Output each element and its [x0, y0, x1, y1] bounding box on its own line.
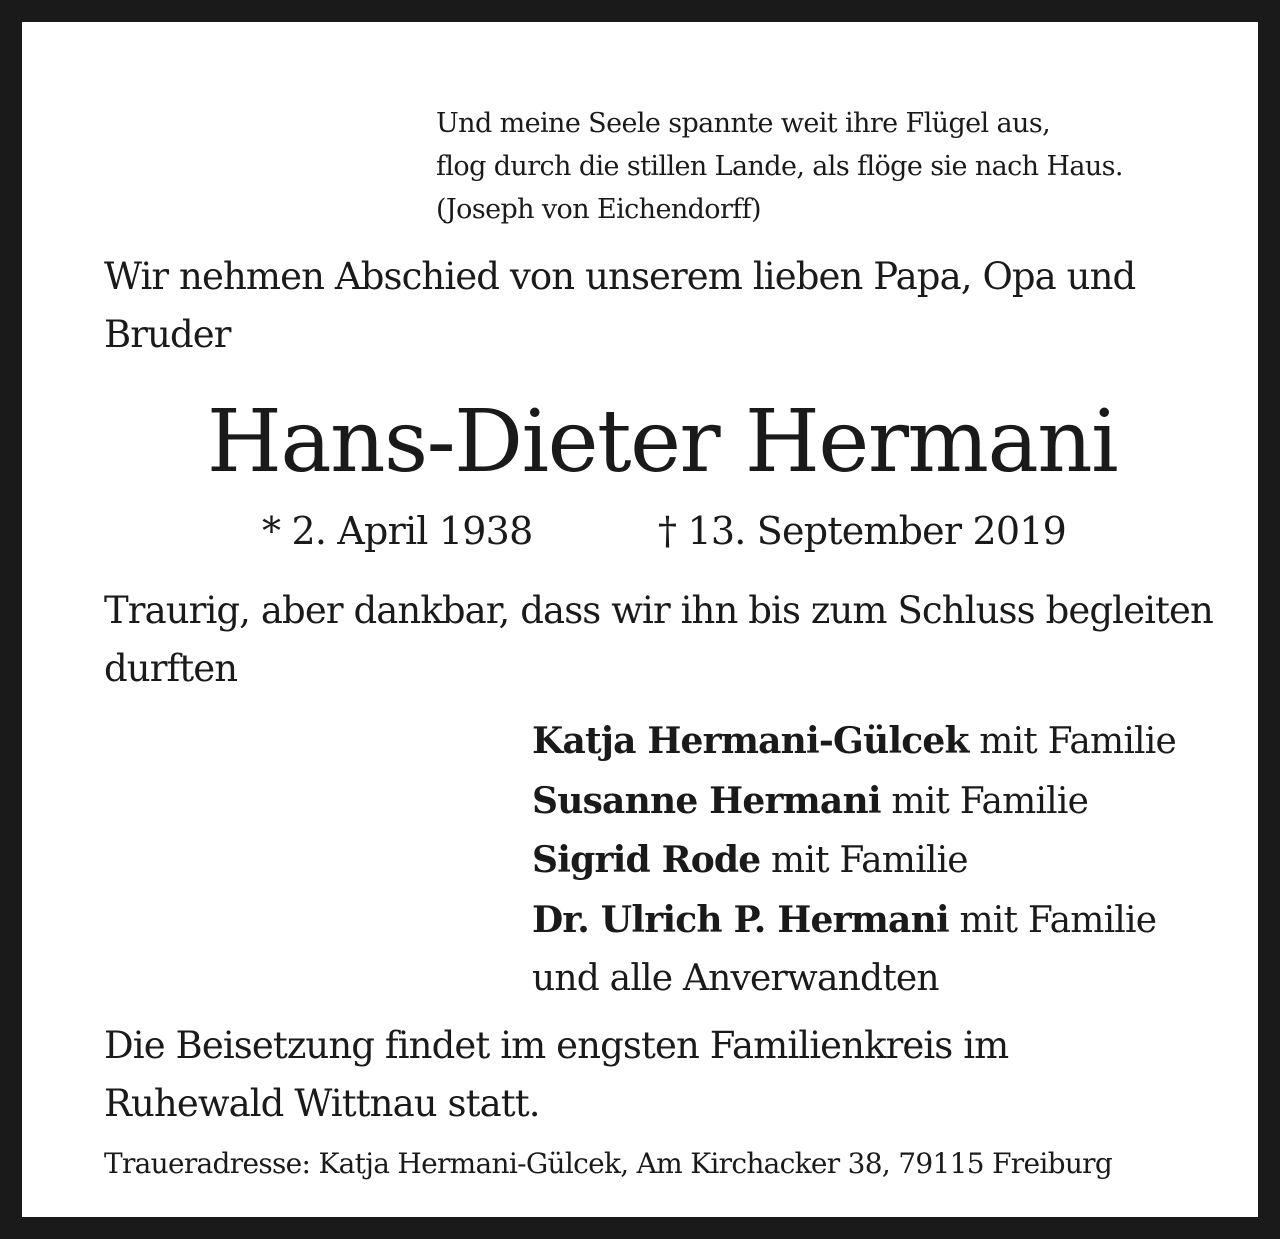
intro-line: Bruder: [104, 313, 231, 356]
death-date: † 13. September 2019: [658, 509, 1066, 553]
funeral-line: Die Beisetzung findet im engsten Familienkreis im: [104, 1024, 1009, 1067]
mourners-list: [532, 712, 1176, 1009]
mourner-entry: [532, 831, 1176, 891]
funeral-line: Ruhewald Wittnau statt.: [104, 1082, 540, 1125]
mourner-name: Sigrid Rode: [532, 839, 761, 881]
mourner-entry: [532, 891, 1176, 951]
eichendorff-quote: [436, 102, 1123, 231]
deceased-name: Hans-Dieter Hermani: [206, 392, 1118, 492]
mourner-name: Susanne Hermani: [532, 779, 881, 822]
gratitude-line: Traurig, aber dankbar, dass wir ihn bis zum Schluss begleiten: [104, 589, 1213, 632]
mourner-entry: [532, 772, 1176, 832]
mourner-name: Katja Hermani-Gülcek: [532, 720, 969, 762]
intro-line: Wir nehmen Abschied von unserem lieben Papa, Opa und: [104, 255, 1136, 298]
mourner-suffix: mit Familie: [968, 721, 1176, 762]
mourner-suffix: mit Familie: [760, 840, 968, 881]
quote-line: Und meine Seele spannte weit ihre Flügel aus,: [436, 108, 1051, 139]
mourner-suffix: mit Familie: [880, 780, 1089, 822]
mourners-closing: und alle Anverwandten: [532, 958, 939, 999]
gratitude-line: durften: [104, 647, 238, 690]
mourner-suffix: mit Familie: [948, 899, 1157, 941]
funeral-notice: [104, 1017, 1008, 1133]
quote-attribution: (Joseph von Eichendorff): [436, 194, 761, 225]
quote-line: flog durch die stillen Lande, als flöge sie nach Haus.: [436, 151, 1123, 182]
mourner-entry: [532, 712, 1176, 772]
gratitude-text: [104, 582, 1213, 698]
farewell-intro: [104, 248, 1135, 364]
condolence-address: Traueradresse: Katja Hermani-Gülcek, Am Kirchacker 38, 79115 Freiburg: [104, 1147, 1113, 1180]
mourner-name: Dr. Ulrich P. Hermani: [532, 898, 949, 941]
birth-date: * 2. April 1938: [262, 509, 533, 553]
